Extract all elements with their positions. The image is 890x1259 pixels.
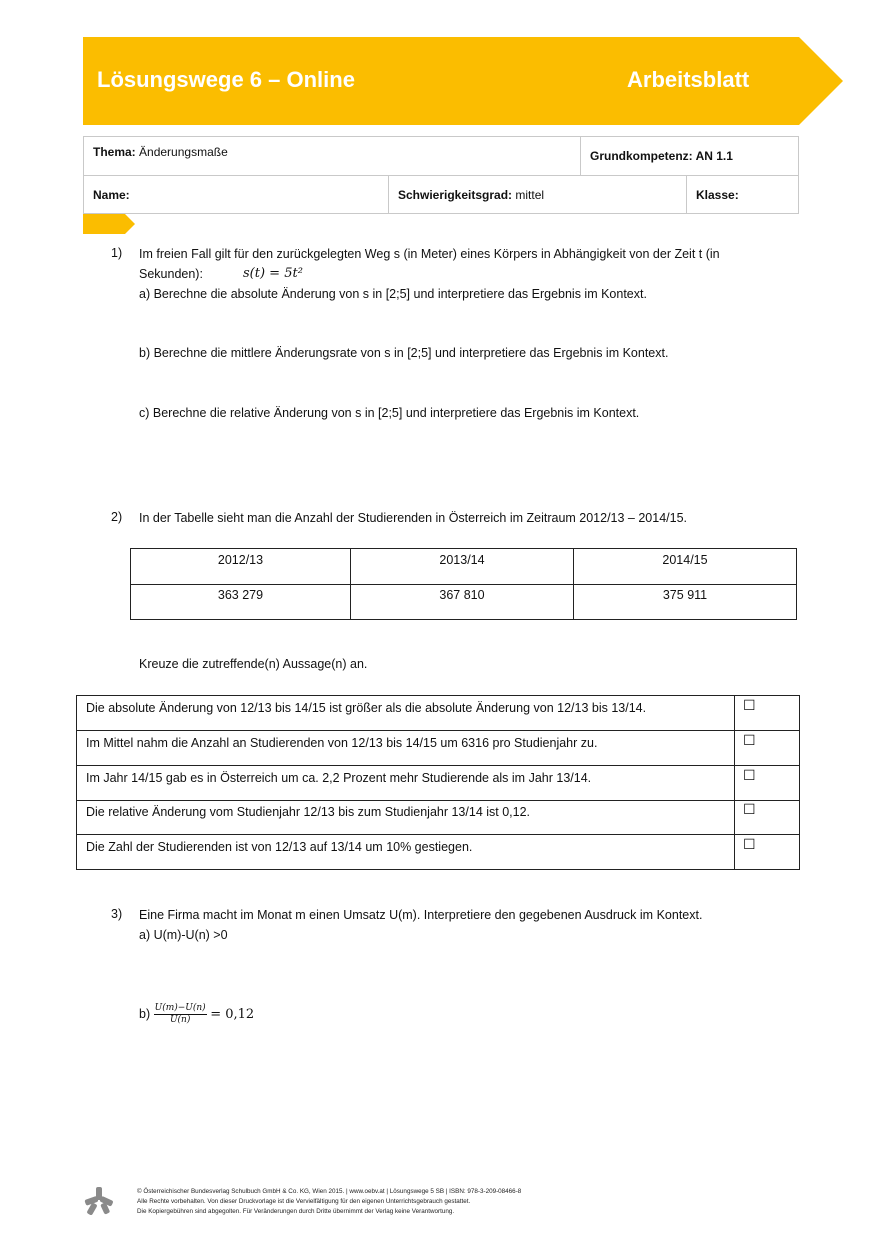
name-cell xyxy=(84,176,389,213)
banner-title: Lösungswege 6 – Online xyxy=(97,67,355,92)
checkbox-icon: ☐ xyxy=(743,802,756,818)
info-row-2 xyxy=(83,175,799,214)
statement-text: Die Zahl der Studierenden ist von 12/13 auf 13/14 um 10% gestiegen. xyxy=(86,840,473,854)
statement-row xyxy=(77,731,799,766)
statement-text: Die relative Änderung vom Studienjahr 12/13 bis zum Studienjahr 13/14 ist 0,12. xyxy=(86,805,531,819)
table-value-row xyxy=(131,584,796,619)
q2-intro: In der Tabelle sieht man die Anzahl der Studierenden in Österreich im Zeitraum 2012/13 – 2014/15. xyxy=(139,511,688,525)
table-header-row xyxy=(131,549,796,585)
checkbox-icon: ☐ xyxy=(743,698,756,714)
q1-formula: s(t) = 5t² xyxy=(243,266,303,281)
yellow-tab-marker xyxy=(83,214,135,234)
q2-number: 2) xyxy=(111,510,123,524)
grundkompetenz-value: AN 1.1 xyxy=(695,149,733,163)
statement-checkbox[interactable] xyxy=(734,835,800,870)
statements-table xyxy=(76,695,800,870)
schwierigkeit-value: mittel xyxy=(515,188,545,202)
footer-line: © Österreichischer Bundesverlag Schulbuch GmbH & Co. KG, Wien 2015. | www.oebv.at | Lösungswege 5 SB | ISBN: 978-3-209-08466-8 xyxy=(137,1188,522,1195)
q3-b-numerator: U(m)−U(n) xyxy=(154,1003,206,1013)
grundkompetenz-label: Grundkompetenz: xyxy=(590,149,693,163)
statement-checkbox[interactable] xyxy=(734,696,800,730)
thema-label: Thema: xyxy=(93,145,136,159)
q3-part-a: a) U(m)-U(n) >0 xyxy=(139,928,228,942)
schwierigkeit-cell xyxy=(389,176,687,213)
statement-text: Im Mittel nahm die Anzahl an Studierenden von 12/13 bis 14/15 um 6316 pro Studienjahr zu. xyxy=(86,736,598,750)
table-header-cell: 2012/13 xyxy=(131,549,351,584)
q3-b-label: b) xyxy=(139,1006,151,1021)
checkbox-icon: ☐ xyxy=(743,733,756,749)
students-table xyxy=(130,548,797,620)
statement-checkbox[interactable] xyxy=(734,800,800,834)
q1-line1: Im freien Fall gilt für den zurückgelegten Weg s (in Meter) eines Körpers in Abhängigkeit von der Zeit t (in xyxy=(139,247,720,261)
statement-row xyxy=(77,800,799,835)
schwierigkeit-label: Schwierigkeitsgrad: xyxy=(398,188,513,202)
checkbox-icon: ☐ xyxy=(743,768,756,784)
q1-part-c: c) Berechne die relative Änderung von s in [2;5] und interpretiere das Ergebnis im Kontext. xyxy=(139,406,640,420)
q3-part-b xyxy=(139,1003,254,1026)
q1-part-b: b) Berechne die mittlere Änderungsrate von s in [2;5] und interpretiere das Ergebnis im Kontext. xyxy=(139,346,669,360)
statement-text: Im Jahr 14/15 gab es in Österreich um ca. 2,2 Prozent mehr Studierende als im Jahr 13/14. xyxy=(86,771,592,785)
table-header-cell: 2014/15 xyxy=(662,553,708,567)
q3-intro: Eine Firma macht im Monat m einen Umsatz U(m). Interpretiere den gegebenen Ausdruck im Kontext. xyxy=(139,908,703,922)
table-value-cell: 363 279 xyxy=(131,584,351,619)
statement-row xyxy=(77,766,799,801)
publisher-logo-icon xyxy=(84,1186,114,1216)
table-header-cell: 2013/14 xyxy=(351,549,574,584)
statement-checkbox[interactable] xyxy=(734,766,800,800)
checkbox-icon: ☐ xyxy=(743,837,756,853)
q2-instruction: Kreuze die zutreffende(n) Aussage(n) an. xyxy=(139,657,368,671)
q1-part-a: a) Berechne die absolute Änderung von s in [2;5] und interpretiere das Ergebnis im Kontext. xyxy=(139,287,647,301)
header-banner xyxy=(83,37,843,125)
name-label: Name: xyxy=(93,188,130,202)
q3-b-result: = 0,12 xyxy=(210,1007,255,1022)
table-value-cell: 367 810 xyxy=(351,584,574,619)
statement-text: Die absolute Änderung von 12/13 bis 14/15 ist größer als die absolute Änderung von 12/13 bis 13/14. xyxy=(86,701,647,715)
statement-row xyxy=(77,696,799,731)
footer-copyright xyxy=(137,1187,521,1217)
grundkompetenz-cell xyxy=(581,137,800,175)
q1-number: 1) xyxy=(111,246,123,260)
statement-checkbox[interactable] xyxy=(734,731,800,765)
banner-document-type: Arbeitsblatt xyxy=(627,67,750,92)
info-row-1 xyxy=(83,136,799,176)
thema-cell xyxy=(84,137,581,175)
footer-line: Die Kopiergebühren sind abgegolten. Für Veränderungen durch Dritte übernimmt der Verlag keine Verantwortung. xyxy=(137,1208,455,1215)
q3-b-denominator: U(n) xyxy=(169,1015,191,1025)
q3-number: 3) xyxy=(111,907,123,921)
q3-b-fraction xyxy=(154,1003,207,1026)
footer-line: Alle Rechte vorbehalten. Von dieser Druckvorlage ist die Vervielfältigung für den eigenen Unterrichtsgebrauch gestattet. xyxy=(137,1198,471,1205)
thema-value: Änderungsmaße xyxy=(139,145,228,159)
table-value-cell: 375 911 xyxy=(662,588,708,602)
statement-row xyxy=(77,835,799,870)
q1-line2: Sekunden): xyxy=(139,267,203,281)
klasse-cell xyxy=(687,176,800,213)
klasse-label: Klasse: xyxy=(696,188,739,202)
